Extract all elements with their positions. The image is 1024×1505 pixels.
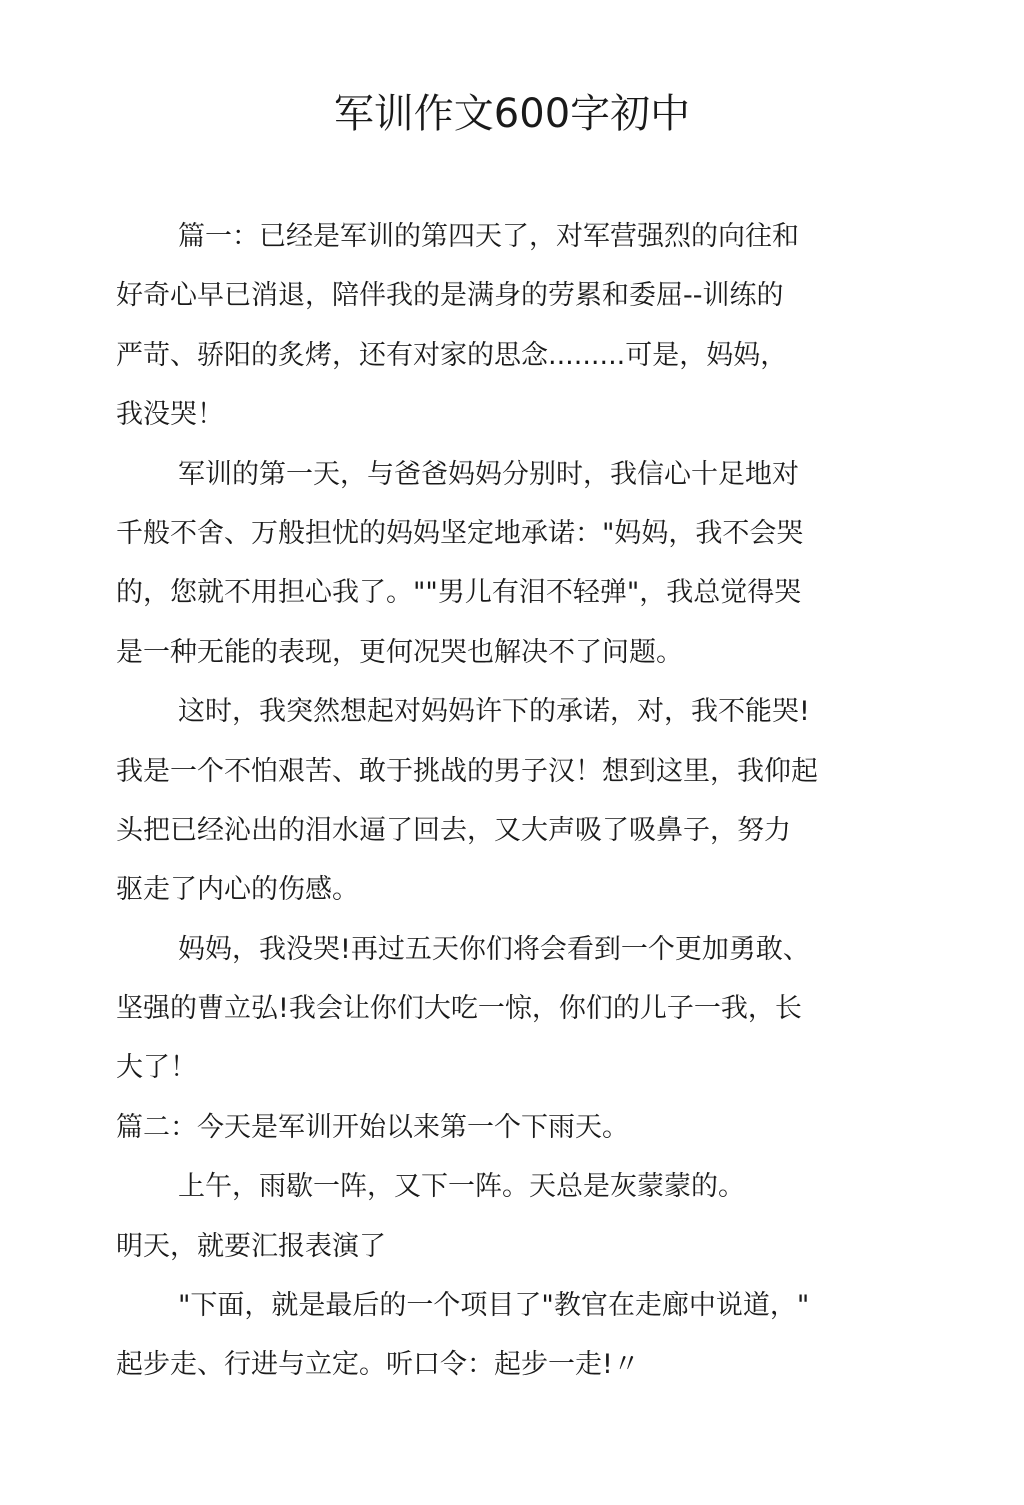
text-line: 篇二：今天是军训开始以来第一个下雨天。 [116,1111,629,1143]
text-line: 起步走、行进与立定。听口令：起步一走!〃 [116,1349,640,1381]
text-line: 千般不舍、万般担忧的妈妈坚定地承诺："妈妈，我不会哭 [116,517,804,549]
text-line: 是一种无能的表现，更何况哭也解决不了问题。 [116,636,683,668]
text-line: 头把已经沁出的泪水逼了回去，又大声吸了吸鼻子，努力 [116,814,791,846]
text-line: 上午，雨歇一阵，又下一阵。天总是灰蒙蒙的。 [178,1171,745,1203]
text-line: 妈妈，我没哭!再过五天你们将会看到一个更加勇敢、 [178,933,810,965]
document-title: 军训作文600字初中 [333,91,691,137]
document-body [116,207,876,1395]
text-line: "下面，就是最后的一个项目了"教官在走廊中说道，" [178,1290,810,1322]
text-line: 大了！ [116,1052,197,1084]
text-line: 我是一个不怕艰苦、敢于挑战的男子汉！想到这里，我仰起 [116,755,818,787]
text-line: 军训的第一天，与爸爸妈妈分别时，我信心十足地对 [178,458,799,490]
text-line: 这时，我突然想起对妈妈许下的承诺，对，我不能哭! [178,696,810,728]
text-line: 驱走了内心的伤感。 [116,874,359,906]
text-line: 严苛、骄阳的炙烤，还有对家的思念.........可是，妈妈， [116,339,788,371]
text-line: 坚强的曹立弘!我会让你们大吃一惊，你们的儿子一我，长 [116,993,802,1025]
text-line: 好奇心早已消退，陪伴我的是满身的劳累和委屈--训练的 [116,280,784,312]
text-line: 的，您就不用担心我了。""男儿有泪不轻弹"，我总觉得哭 [116,577,802,609]
text-line: 篇一：已经是军训的第四天了，对军营强烈的向往和 [178,221,799,252]
text-line: 我没哭！ [116,399,224,431]
text-line: 明天，就要汇报表演了 [116,1230,386,1262]
